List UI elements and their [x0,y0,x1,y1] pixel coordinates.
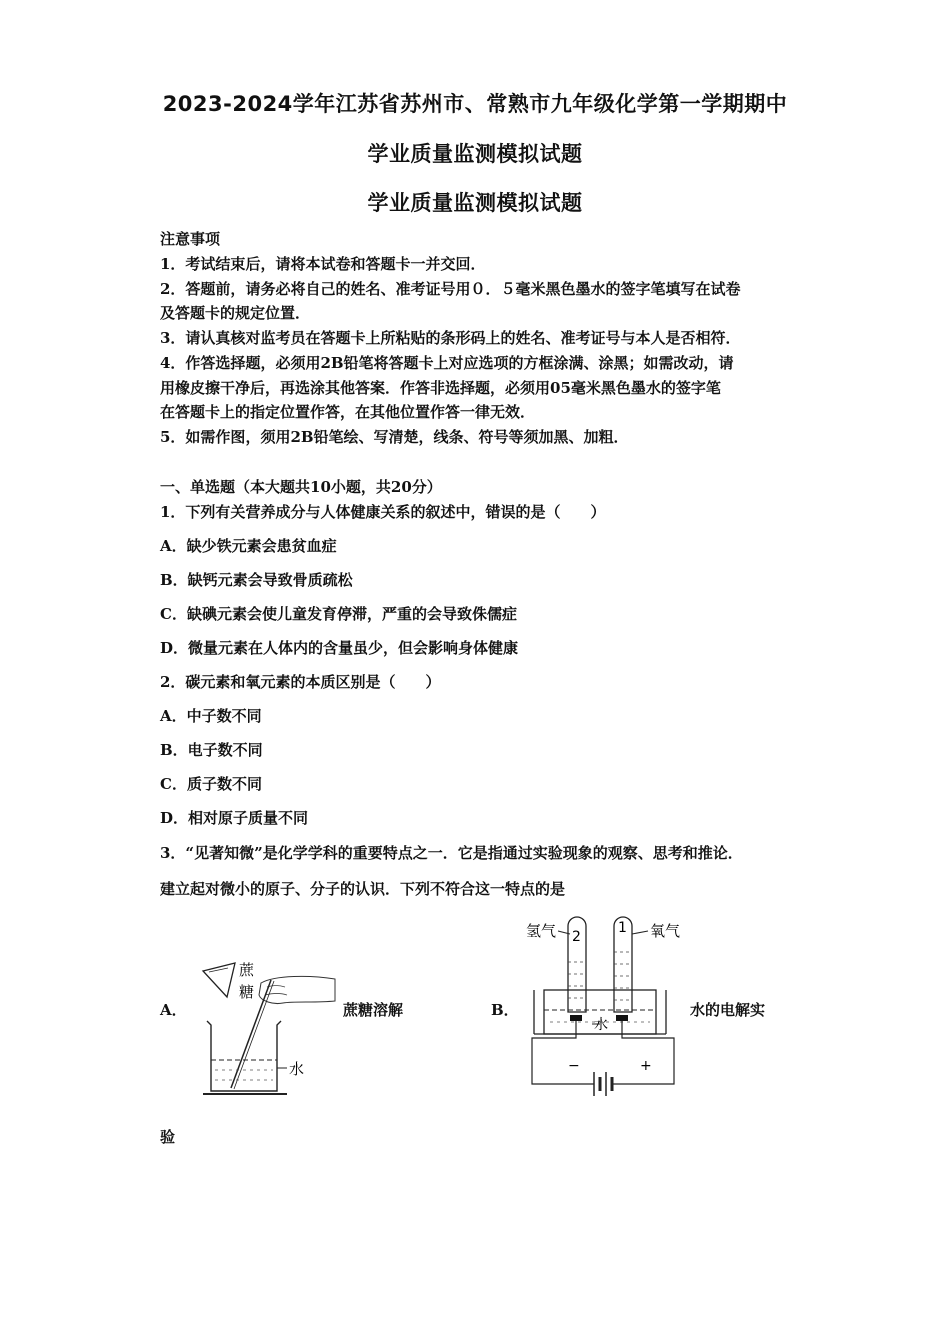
electrolysis-figure [522,912,692,1102]
question-3-option-b-caption: 水的电解实 [690,1001,766,1019]
oxygen-label: 氧气 [650,922,681,940]
question-3-option-b-letter: B． [491,1001,519,1019]
beaker-stirring-diagram [195,955,340,1100]
electrode-positive [616,1015,628,1021]
water-label-a: 水 [289,1060,305,1078]
tube-1-label: 1 [618,920,627,936]
plus-label: + [640,1058,652,1074]
question-2-option-a: A．中子数不同 [160,707,262,725]
notice-line-1: 1．考试结束后，请将本试卷和答题卡一并交回． [160,255,486,273]
page-title-line-1: 2023-2024学年江苏省苏州市、常熟市九年级化学第一学期期中 [162,92,788,116]
tube-2-label: 2 [572,929,581,945]
electrolysis-diagram [522,912,692,1102]
beaker-icon [207,1021,281,1091]
section-heading: 一、单选题（本大题共10小题，共20分） [160,478,442,496]
question-3-stem-line-2: 建立起对微小的原子、分子的认识．下列不符合这一特点的是 [160,880,566,898]
hydrogen-label: 氢气 [526,922,557,940]
notice-line-5: 4．作答选择题，必须用2B铅笔将答题卡上对应选项的方框涂满、涂黑；如需改动，请 [160,354,734,372]
question-3-option-a-caption: 蔗糖溶解 [343,1001,404,1019]
question-2-option-d: D．相对原子质量不同 [160,809,309,827]
question-3-option-a-letter: A． [160,1001,187,1019]
minus-label: − [568,1058,580,1074]
notice-line-7: 在答题卡上的指定位置作答，在其他位置作答一律无效． [160,403,536,421]
notice-line-3: 及答题卡的规定位置． [160,304,311,322]
question-1-option-d: D．微量元素在人体内的含量虽少，但会影响身体健康 [160,639,519,657]
question-1-option-c: C．缺碘元素会使儿童发育停滞，严重的会导致侏儒症 [160,605,517,623]
page-title-line-2: 学业质量监测模拟试题 [367,142,583,166]
notice-heading: 注意事项 [160,230,221,248]
question-3-option-b-caption-tail: 验 [160,1128,176,1146]
page-title-line-3: 学业质量监测模拟试题 [367,191,583,215]
sugar-label-2: 糖 [239,983,255,1001]
electrode-negative [570,1015,582,1021]
notice-line-4: 3．请认真核对监考员在答题卡上所粘贴的条形码上的姓名、准考证号与本人是否相符． [160,329,741,347]
question-3-stem-line-1: 3．“见著知微”是化学学科的重要特点之一．它是指通过实验现象的观察、思考和推论． [160,844,743,862]
notice-line-2: 2．答题前，请务必将自己的姓名、准考证号用０．５毫米黑色墨水的签字笔填写在试卷 [160,280,741,298]
notice-line-6: 用橡皮擦干净后，再选涂其他答案．作答非选择题，必须用05毫米黑色墨水的签字笔 [160,379,721,397]
question-1-option-a: A．缺少铁元素会患贫血症 [160,537,337,555]
sugar-paper-icon [203,963,235,997]
question-2-option-c: C．质子数不同 [160,775,262,793]
sugar-dissolve-figure [195,955,340,1100]
notice-line-8: 5．如需作图，须用2B铅笔绘、写清楚，线条、符号等须加黑、加粗． [160,428,629,446]
water-label-b: 水 [594,1017,608,1033]
sugar-label-1: 蔗 [239,961,255,979]
question-2-stem: 2．碳元素和氧元素的本质区别是（ ） [160,673,441,691]
question-2-option-b: B．电子数不同 [160,741,263,759]
question-1-option-b: B．缺钙元素会导致骨质疏松 [160,571,353,589]
question-1-stem: 1．下列有关营养成分与人体健康关系的叙述中，错误的是（ ） [160,503,606,521]
